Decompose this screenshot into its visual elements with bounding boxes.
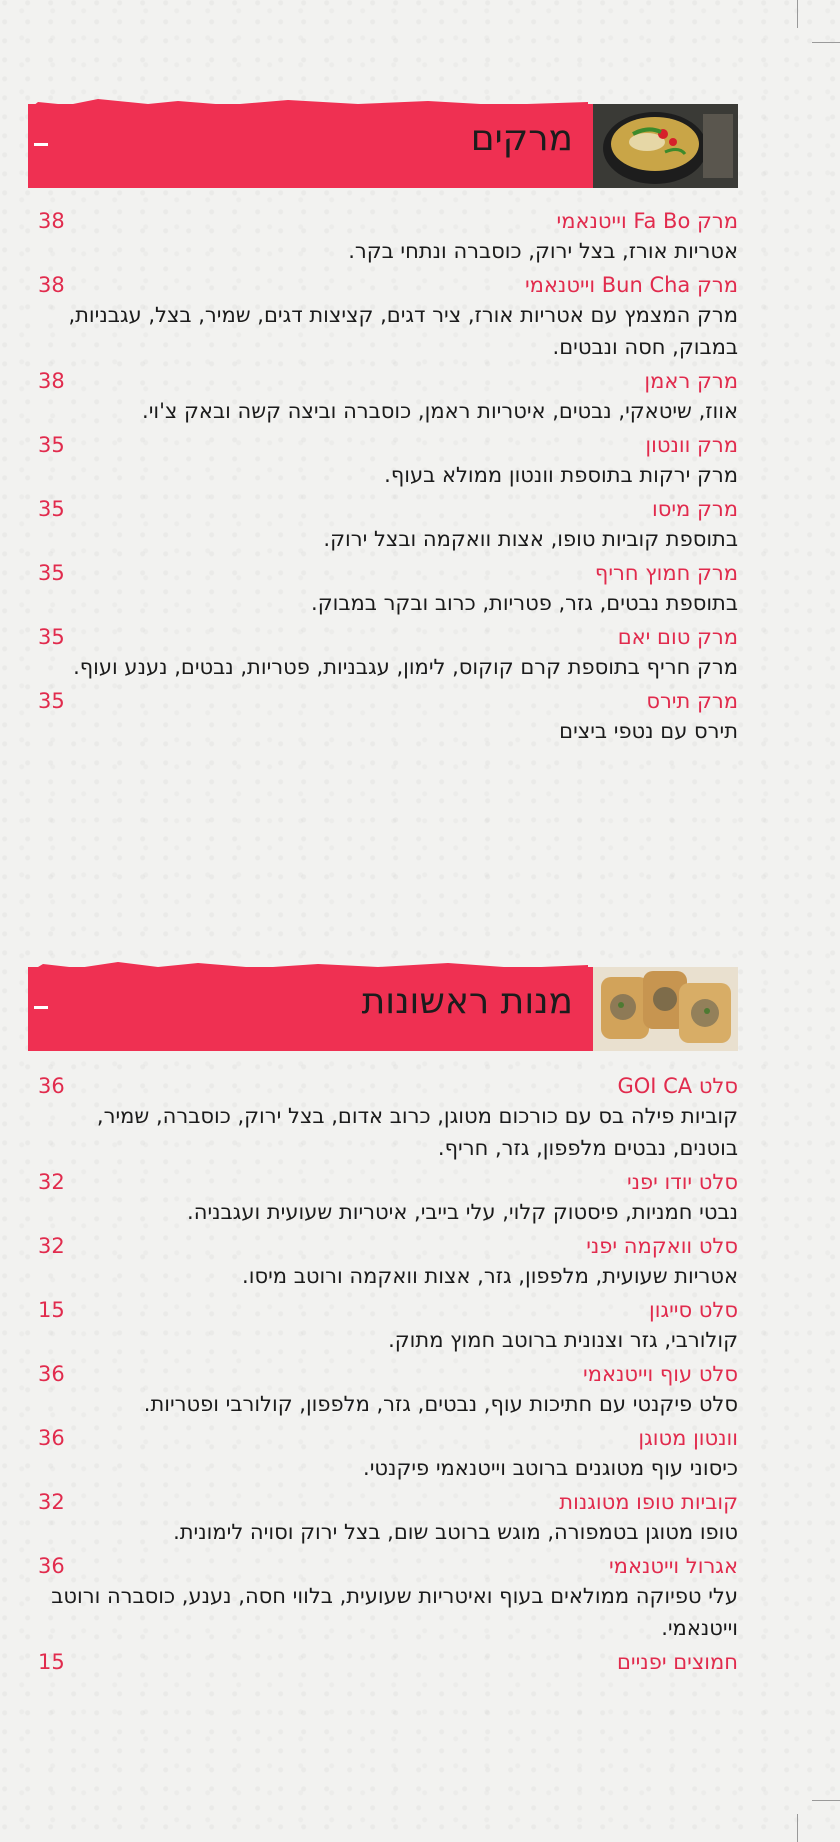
item-name: וונטון מטוגן	[638, 1426, 738, 1450]
item-name: סלט GOI CA	[617, 1074, 738, 1098]
item-description: מרק חריף בתוספת קרם קוקוס, לימון, עגבניות, פטריות, נבטים, נענע ועוף.	[73, 655, 738, 679]
item-price: 32	[38, 1490, 65, 1514]
menu-item	[28, 687, 738, 747]
item-name: קוביות טופו מטוגנות	[559, 1490, 738, 1514]
starters-list	[28, 1072, 738, 1676]
item-price: 36	[38, 1362, 65, 1386]
item-price: 35	[38, 625, 65, 649]
item-description: אווז, שיטאקי, נבטים, איטריות ראמן, כוסברה וביצה קשה ובאק צ'וי.	[142, 399, 738, 423]
menu-item	[28, 1296, 738, 1356]
item-description: בתוספת קוביות טופו, אצות וואקמה ובצל ירוק.	[323, 527, 738, 551]
menu-item	[28, 559, 738, 619]
item-name: סלט וואקמה יפני	[586, 1234, 738, 1258]
menu-item	[28, 271, 738, 363]
menu-item	[28, 1360, 738, 1420]
menu-item	[28, 431, 738, 491]
item-price: 36	[38, 1426, 65, 1450]
item-description: סלט פיקנטי עם חתיכות עוף, נבטים, גזר, מלפפון, קולורבי ופטריות.	[143, 1392, 738, 1416]
spring-rolls-photo	[593, 967, 738, 1051]
menu-item	[28, 1488, 738, 1548]
item-price: 32	[38, 1170, 65, 1194]
item-name: סלט יודו יפני	[626, 1170, 738, 1194]
item-description: עלי טפיוקה ממולאים בעוף ואיטריות שעועית, בלווי חסה, נענע, כוסברה ורוטב וייטנאמי.	[51, 1584, 738, 1640]
menu-item	[28, 1424, 738, 1484]
menu-item	[28, 623, 738, 683]
item-name: מרק ראמן	[644, 369, 738, 393]
item-price: 32	[38, 1234, 65, 1258]
item-price: 36	[38, 1554, 65, 1578]
item-name: מרק חמוץ חריף	[594, 561, 738, 585]
soups-banner	[28, 104, 738, 188]
item-price: 15	[38, 1650, 65, 1674]
item-name: מרק Fa Bo וייטנאמי	[556, 209, 738, 233]
item-name: מרק טום יאם	[617, 625, 738, 649]
item-price: 15	[38, 1298, 65, 1322]
soups-list	[28, 207, 738, 747]
menu-item	[28, 1168, 738, 1228]
item-price: 36	[38, 1074, 65, 1098]
menu-item	[28, 1552, 738, 1644]
banner-dash	[34, 143, 48, 146]
item-description: בתוספת נבטים, גזר, פטריות, כרוב ובקר במבוק.	[311, 591, 738, 615]
item-description: כיסוני עוף מטוגנים ברוטב וייטנאמי פיקנטי.	[363, 1456, 738, 1480]
item-price: 38	[38, 273, 65, 297]
item-name: סלט עוף וייטנאמי	[583, 1362, 738, 1386]
menu-item	[28, 495, 738, 555]
item-description: מרק ירקות בתוספת וונטון ממולא בעוף.	[384, 463, 738, 487]
item-price: 35	[38, 433, 65, 457]
item-name: חמוצים יפניים	[616, 1650, 738, 1674]
item-price: 35	[38, 497, 65, 521]
item-description: קוביות פילה בס עם כורכום מטוגן, כרוב אדום, בצל ירוק, כוסברה, שמיר, בוטנים, נבטים מלפפון, גזר, חריף.	[96, 1104, 738, 1160]
item-description: אטריות שעועית, מלפפון, גזר, אצות וואקמה ורוטב מיסו.	[242, 1264, 738, 1288]
item-name: מרק תירס	[646, 689, 738, 713]
menu-item	[28, 207, 738, 267]
crop-mark	[797, 1814, 798, 1842]
item-name: מרק Bun Cha וייטנאמי	[524, 273, 738, 297]
item-description: נבטי חמניות, פיסטוק קלוי, עלי בייבי, איטריות שעועית ועגבניה.	[187, 1200, 738, 1224]
crop-mark	[812, 1800, 840, 1801]
section-title: מרקים	[470, 118, 573, 159]
item-price: 38	[38, 369, 65, 393]
item-name: אגרול וייטנאמי	[608, 1554, 738, 1578]
banner-dash	[34, 1006, 48, 1009]
starters-banner	[28, 967, 738, 1051]
item-price: 38	[38, 209, 65, 233]
item-name: מרק וונטון	[645, 433, 738, 457]
menu-item	[28, 1232, 738, 1292]
menu-item	[28, 367, 738, 427]
item-description: מרק המצמץ עם אטריות אורז, ציר דגים, קציצות דגים, שמיר, בצל, עגבניות, במבוק, חסה ונבטים.	[68, 303, 738, 359]
item-description: אטריות אורז, בצל ירוק, כוסברה ונתחי בקר.	[348, 239, 738, 263]
soup-bowl-photo	[593, 104, 738, 188]
item-description: קולורבי, גזר וצנונית ברוטב חמוץ מתוק.	[388, 1328, 738, 1352]
item-description: טופו מטוגן בטמפורה, מוגש ברוטב שום, בצל ירוק וסויה לימונית.	[173, 1520, 738, 1544]
crop-mark	[797, 0, 798, 28]
crop-mark	[812, 42, 840, 43]
item-name: סלט סייגון	[649, 1298, 738, 1322]
item-price: 35	[38, 689, 65, 713]
menu-item	[28, 1648, 738, 1676]
item-price: 35	[38, 561, 65, 585]
item-name: מרק מיסו	[652, 497, 738, 521]
section-title: מנות ראשונות	[361, 981, 573, 1022]
item-description: תירס עם נטפי ביצים	[559, 719, 738, 743]
menu-item	[28, 1072, 738, 1164]
